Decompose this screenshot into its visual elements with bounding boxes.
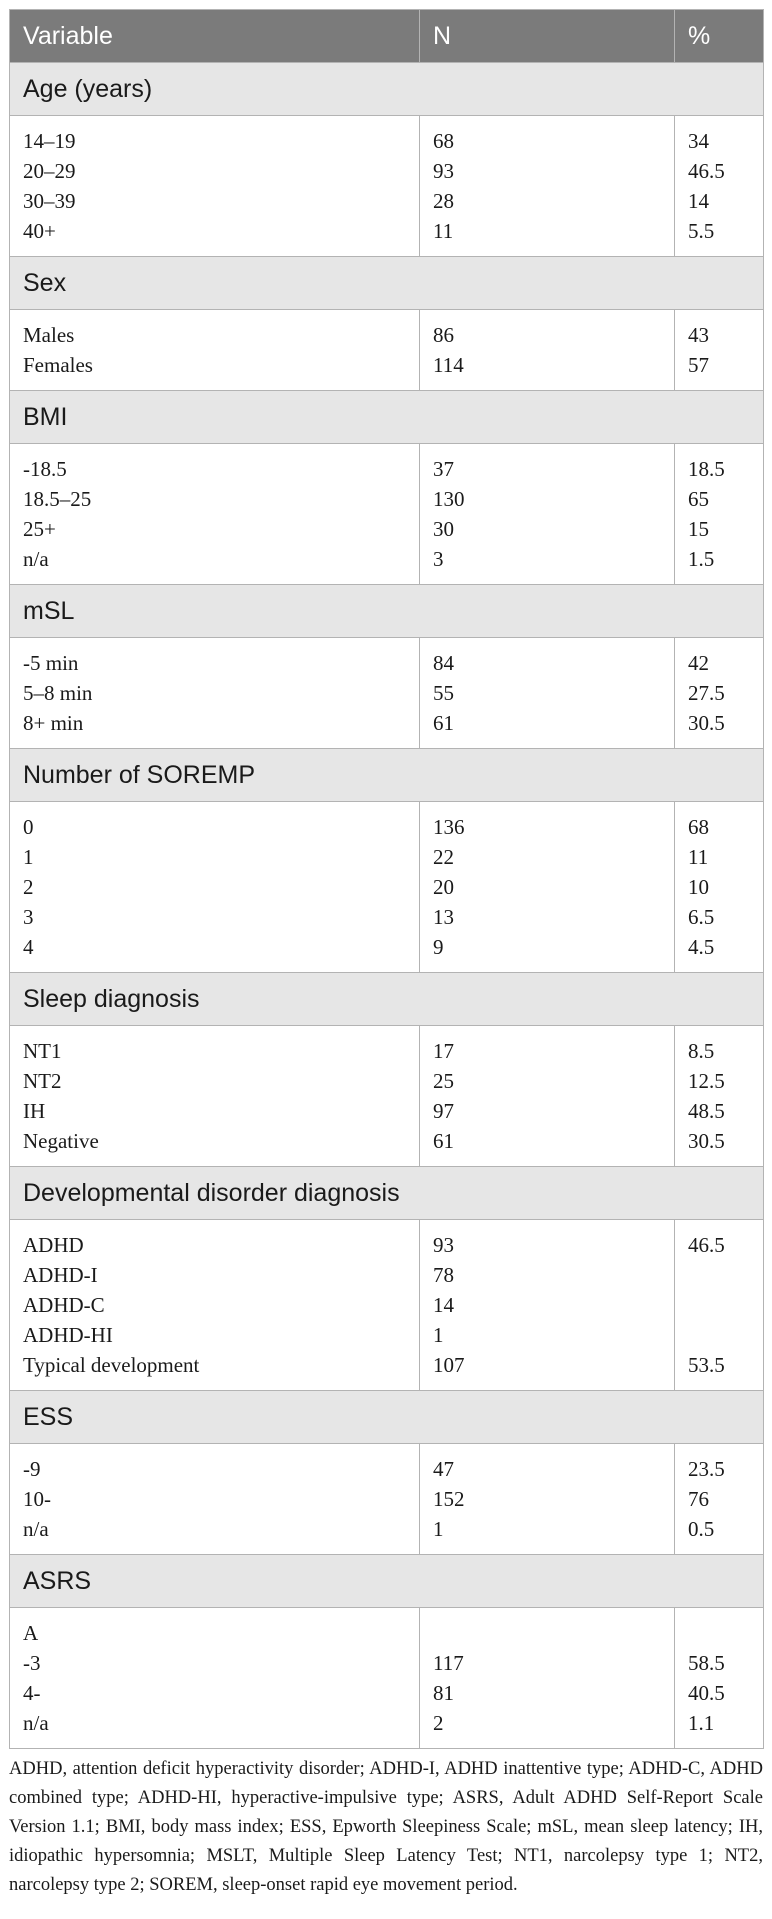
variable-value: NT1 (23, 1039, 62, 1063)
count-value (433, 1618, 674, 1648)
count-value: 1 (433, 1517, 444, 1541)
percent-value: 34 (688, 129, 709, 153)
percent-value: 42 (688, 651, 709, 675)
variable-value: Negative (23, 1129, 99, 1153)
count-value: 30 (433, 517, 454, 541)
count-value: 152 (433, 1487, 465, 1511)
percent-cell (675, 1220, 764, 1391)
percent-value: 30.5 (688, 1129, 725, 1153)
section-header-row (10, 1391, 764, 1444)
variable-cell (10, 1608, 420, 1749)
section-header-row (10, 63, 764, 116)
percent-value (688, 1618, 763, 1648)
count-value: 84 (433, 651, 454, 675)
percent-value: 6.5 (688, 905, 715, 929)
count-cell (420, 802, 675, 973)
section-data-row (10, 1026, 764, 1167)
count-value: 55 (433, 681, 454, 705)
percent-value: 11 (688, 845, 709, 869)
section-title: Developmental disorder diagnosis (10, 1167, 764, 1220)
count-value: 2 (433, 1711, 444, 1735)
variable-value: -5 min (23, 651, 79, 675)
count-value: 3 (433, 547, 444, 571)
variable-value: Typical development (23, 1353, 200, 1377)
section-data-row (10, 802, 764, 973)
percent-cell (675, 444, 764, 585)
percent-value: 58.5 (688, 1651, 725, 1675)
percent-value: 12.5 (688, 1069, 725, 1093)
variable-value: 25+ (23, 517, 56, 541)
variable-value: 20–29 (23, 159, 76, 183)
count-value: 1 (433, 1323, 444, 1347)
percent-value: 10 (688, 875, 709, 899)
section-header-row (10, 973, 764, 1026)
variable-cell (10, 802, 420, 973)
percent-value (688, 1260, 763, 1290)
section-header-row (10, 1167, 764, 1220)
section-header-row (10, 585, 764, 638)
count-value: 93 (433, 1233, 454, 1257)
percent-value: 30.5 (688, 711, 725, 735)
percent-value: 40.5 (688, 1681, 725, 1705)
count-value: 81 (433, 1681, 454, 1705)
variable-value: n/a (23, 547, 49, 571)
percent-cell (675, 1444, 764, 1555)
count-cell (420, 638, 675, 749)
percent-value: 46.5 (688, 1233, 725, 1257)
percent-value: 15 (688, 517, 709, 541)
variable-value: n/a (23, 1711, 49, 1735)
variable-cell (10, 638, 420, 749)
percent-value: 46.5 (688, 159, 725, 183)
variable-value: 1 (23, 845, 34, 869)
count-value: 11 (433, 219, 454, 243)
variable-cell (10, 1444, 420, 1555)
count-value: 97 (433, 1099, 454, 1123)
percent-value: 14 (688, 189, 709, 213)
count-cell (420, 1026, 675, 1167)
count-value: 114 (433, 353, 464, 377)
count-value: 37 (433, 457, 454, 481)
count-value: 61 (433, 1129, 454, 1153)
percent-value: 43 (688, 323, 709, 347)
section-title: Sex (10, 257, 764, 310)
variable-value: 0 (23, 815, 34, 839)
table-footnote: ADHD, attention deficit hyperactivity disorder; ADHD-I, ADHD inattentive type; ADHD-C, ADHD combined type; ADHD-HI, hyperactive-impulsive type; ASRS, Adult ADHD Self-Report Scale Version 1.1; BMI, body mass index; ESS, Epworth Sleepiness Scale; mSL, mean sleep latency; IH, idiopathic hypersomnia; MSLT, Multiple Sleep Latency Test; NT1, narcolepsy type 1; NT2, narcolepsy type 2; SOREM, sleep-onset rapid eye movement period. (9, 1759, 763, 1895)
header-n: N (420, 10, 675, 63)
count-cell (420, 1220, 675, 1391)
header-variable: Variable (10, 10, 420, 63)
percent-value: 0.5 (688, 1517, 715, 1541)
section-header-row (10, 1555, 764, 1608)
variable-value: 30–39 (23, 189, 76, 213)
percent-cell (675, 310, 764, 391)
percent-value: 1.1 (688, 1711, 715, 1735)
table-header-row (10, 10, 764, 63)
count-value: 130 (433, 487, 465, 511)
variable-value: 40+ (23, 219, 56, 243)
percent-value: 23.5 (688, 1457, 725, 1481)
table-body (10, 63, 764, 1749)
section-data-row (10, 1220, 764, 1391)
percent-cell (675, 638, 764, 749)
percent-value: 1.5 (688, 547, 715, 571)
section-title: Sleep diagnosis (10, 973, 764, 1026)
section-title: Age (years) (10, 63, 764, 116)
section-data-row (10, 638, 764, 749)
percent-value: 53.5 (688, 1353, 725, 1377)
section-title: Number of SOREMP (10, 749, 764, 802)
count-value: 117 (433, 1651, 464, 1675)
variable-cell (10, 310, 420, 391)
count-value: 25 (433, 1069, 454, 1093)
count-cell (420, 1608, 675, 1749)
count-value: 28 (433, 189, 454, 213)
percent-value: 65 (688, 487, 709, 511)
count-value: 9 (433, 935, 444, 959)
document-page (9, 9, 763, 1919)
variable-value: 8+ min (23, 711, 84, 735)
section-data-row (10, 310, 764, 391)
percent-cell (675, 116, 764, 257)
variable-value: ADHD (23, 1233, 84, 1257)
variable-value: 5–8 min (23, 681, 93, 705)
variable-value: NT2 (23, 1069, 62, 1093)
percent-value: 8.5 (688, 1039, 715, 1063)
variable-value: -3 (23, 1651, 41, 1675)
variable-cell (10, 116, 420, 257)
variable-cell (10, 1026, 420, 1167)
count-cell (420, 116, 675, 257)
count-value: 68 (433, 129, 454, 153)
count-value: 14 (433, 1293, 454, 1317)
count-value: 61 (433, 711, 454, 735)
count-value: 20 (433, 875, 454, 899)
count-value: 78 (433, 1263, 454, 1287)
variable-cell (10, 444, 420, 585)
section-header-row (10, 257, 764, 310)
percent-value: 68 (688, 815, 709, 839)
count-value: 93 (433, 159, 454, 183)
variable-value: ADHD-C (23, 1293, 105, 1317)
section-header-row (10, 749, 764, 802)
variable-value: 14–19 (23, 129, 76, 153)
count-value: 13 (433, 905, 454, 929)
percent-value: 76 (688, 1487, 709, 1511)
variable-cell (10, 1220, 420, 1391)
variable-value: 2 (23, 875, 34, 899)
count-value: 17 (433, 1039, 454, 1063)
variable-value: 18.5–25 (23, 487, 92, 511)
variable-value: IH (23, 1099, 46, 1123)
variable-value: -9 (23, 1457, 41, 1481)
percent-value: 18.5 (688, 457, 725, 481)
percent-value: 5.5 (688, 219, 715, 243)
variable-value: Females (23, 353, 93, 377)
count-cell (420, 310, 675, 391)
section-title: ASRS (10, 1555, 764, 1608)
section-title: ESS (10, 1391, 764, 1444)
percent-value (688, 1320, 763, 1350)
percent-cell (675, 1608, 764, 1749)
variable-value: ADHD-I (23, 1263, 98, 1287)
section-title: BMI (10, 391, 764, 444)
section-data-row (10, 1608, 764, 1749)
section-data-row (10, 444, 764, 585)
variable-value: ADHD-HI (23, 1323, 113, 1347)
section-data-row (10, 1444, 764, 1555)
percent-value: 48.5 (688, 1099, 725, 1123)
variable-value: 10- (23, 1487, 51, 1511)
section-header-row (10, 391, 764, 444)
variable-value: A (23, 1621, 39, 1645)
percent-cell (675, 802, 764, 973)
percent-value: 57 (688, 353, 709, 377)
percent-value (688, 1290, 763, 1320)
count-value: 107 (433, 1353, 465, 1377)
variable-value: n/a (23, 1517, 49, 1541)
variable-value: Males (23, 323, 75, 347)
count-value: 136 (433, 815, 465, 839)
variable-value: 3 (23, 905, 34, 929)
variable-value: 4- (23, 1681, 41, 1705)
count-value: 47 (433, 1457, 454, 1481)
section-title: mSL (10, 585, 764, 638)
count-value: 86 (433, 323, 454, 347)
percent-value: 27.5 (688, 681, 725, 705)
variable-value: 4 (23, 935, 34, 959)
count-cell (420, 444, 675, 585)
count-value: 22 (433, 845, 454, 869)
demographics-table (9, 9, 764, 1749)
count-cell (420, 1444, 675, 1555)
variable-value: -18.5 (23, 457, 67, 481)
header-percent: % (675, 10, 764, 63)
percent-value: 4.5 (688, 935, 715, 959)
section-data-row (10, 116, 764, 257)
percent-cell (675, 1026, 764, 1167)
